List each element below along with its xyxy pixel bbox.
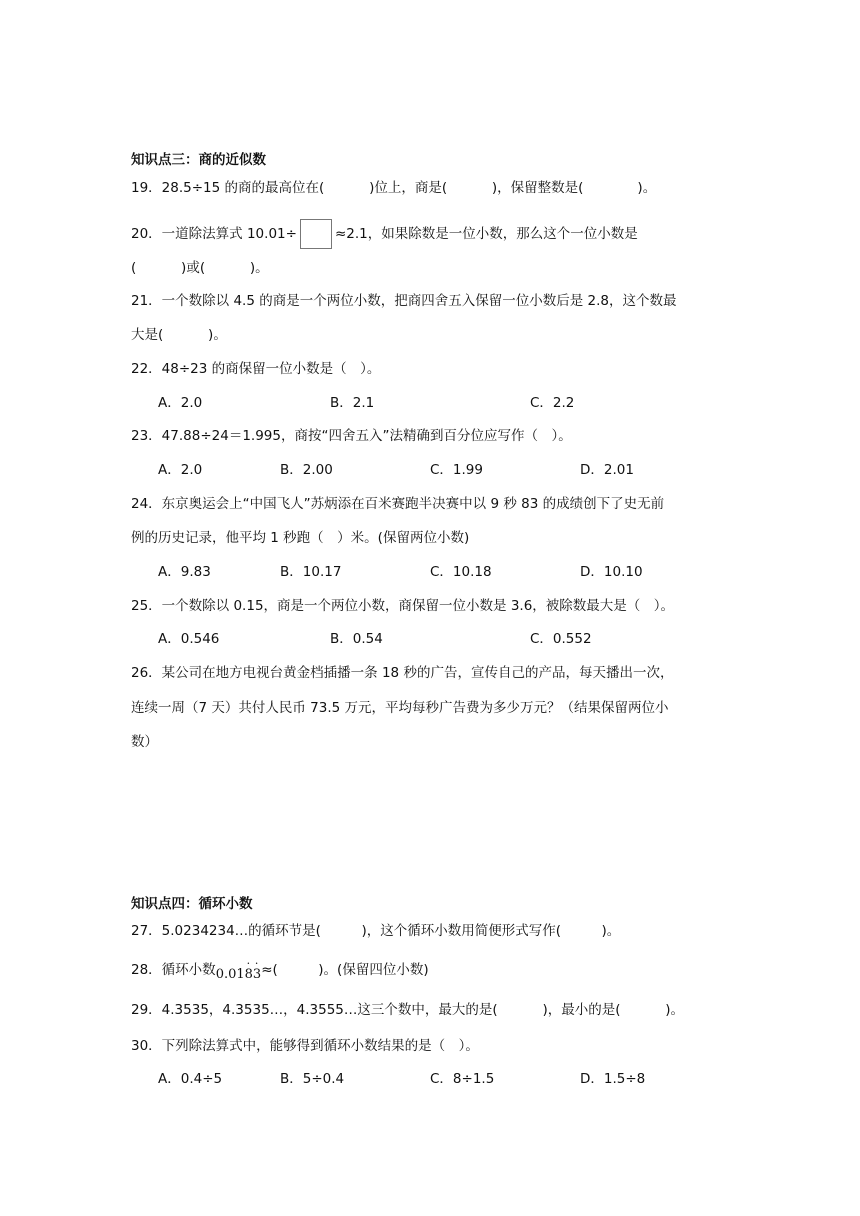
repeat-dot-icon: · (246, 957, 251, 970)
question-30-option-d: D．1.5÷8 (580, 1071, 646, 1087)
question-22: 22．48÷23 的商保留一位小数是（ ）。 (131, 361, 381, 377)
question-20-text-before: 20．一道除法算式 10.01÷ (131, 226, 297, 242)
question-30: 30．下列除法算式中，能够得到循环小数结果的是（ ）。 (131, 1038, 479, 1054)
question-30-option-c: C．8÷1.5 (430, 1071, 495, 1087)
question-25-option-b: B．0.54 (330, 631, 383, 647)
question-22-option-b: B．2.1 (330, 395, 375, 411)
question-23-option-c: C．1.99 (430, 462, 483, 478)
question-24-line1: 24．东京奥运会上“中国飞人”苏炳添在百米赛跑半决赛中以 9 秒 83 的成绩创下了史无前 (131, 496, 665, 512)
question-24-option-b: B．10.17 (280, 564, 342, 580)
question-25: 25．一个数除以 0.15，商是一个两位小数，商保留一位小数是 3.6，被除数最大是（ ）。 (131, 598, 675, 614)
question-20 (131, 219, 638, 249)
question-30-option-a: A．0.4÷5 (158, 1071, 223, 1087)
repeat-dot-icon: · (254, 957, 259, 970)
repeating-decimal: 0.01 · 8 · 3 (215, 957, 262, 982)
question-23: 23．47.88÷24＝1.995，商按“四舍五入”法精确到百分位应写作（ ）。 (131, 428, 572, 444)
question-25-option-c: C．0.552 (530, 631, 592, 647)
question-26-line1: 26．某公司在地方电视台黄金档插播一条 18 秒的广告，宣传自己的产品，每天播出一次， (131, 665, 674, 681)
question-26-line3: 数） (131, 734, 158, 750)
question-23-option-b: B．2.00 (280, 462, 333, 478)
question-28 (131, 957, 429, 985)
question-22-option-a: A．2.0 (158, 395, 203, 411)
question-25-option-a: A．0.546 (158, 631, 220, 647)
question-23-option-d: D．2.01 (580, 462, 634, 478)
question-27: 27．5.0234234…的循环节是( )，这个循环小数用简便形式写作( )。 (131, 923, 621, 939)
question-19: 19．28.5÷15 的商的最高位在( )位上，商是( )，保留整数是( )。 (131, 180, 657, 196)
question-24-option-c: C．10.18 (430, 564, 492, 580)
question-22-option-c: C．2.2 (530, 395, 575, 411)
question-21-line2: 大是( )。 (131, 327, 227, 343)
question-26-line2: 连续一周（7 天）共付人民币 73.5 万元，平均每秒广告费为多少万元？（结果保留两位小 (131, 700, 669, 716)
question-23-option-a: A．2.0 (158, 462, 203, 478)
question-28-text-before: 28．循环小数 (131, 962, 216, 978)
question-29: 29．4.3535，4.3535…，4.3555…这三个数中，最大的是( )，最小的是( )。 (131, 1002, 685, 1018)
answer-box (300, 219, 332, 249)
section-heading-3: 知识点三：商的近似数 (131, 152, 266, 168)
question-21-line1: 21．一个数除以 4.5 的商是一个两位小数，把商四舍五入保留一位小数后是 2.8，这个数最 (131, 293, 677, 309)
question-24-option-a: A．9.83 (158, 564, 211, 580)
question-24-option-d: D．10.10 (580, 564, 643, 580)
question-30-option-b: B．5÷0.4 (280, 1071, 345, 1087)
question-28-text-after: ≈( )。(保留四位小数) (261, 962, 429, 978)
question-20-text-after: ≈2.1，如果除数是一位小数，那么这个一位小数是 (334, 226, 638, 242)
section-heading-4: 知识点四：循环小数 (131, 896, 253, 912)
question-24-line2: 例的历史记录，他平均 1 秒跑（ ）米。(保留两位小数) (131, 530, 470, 546)
question-20-line2: ( )或( )。 (131, 260, 269, 276)
